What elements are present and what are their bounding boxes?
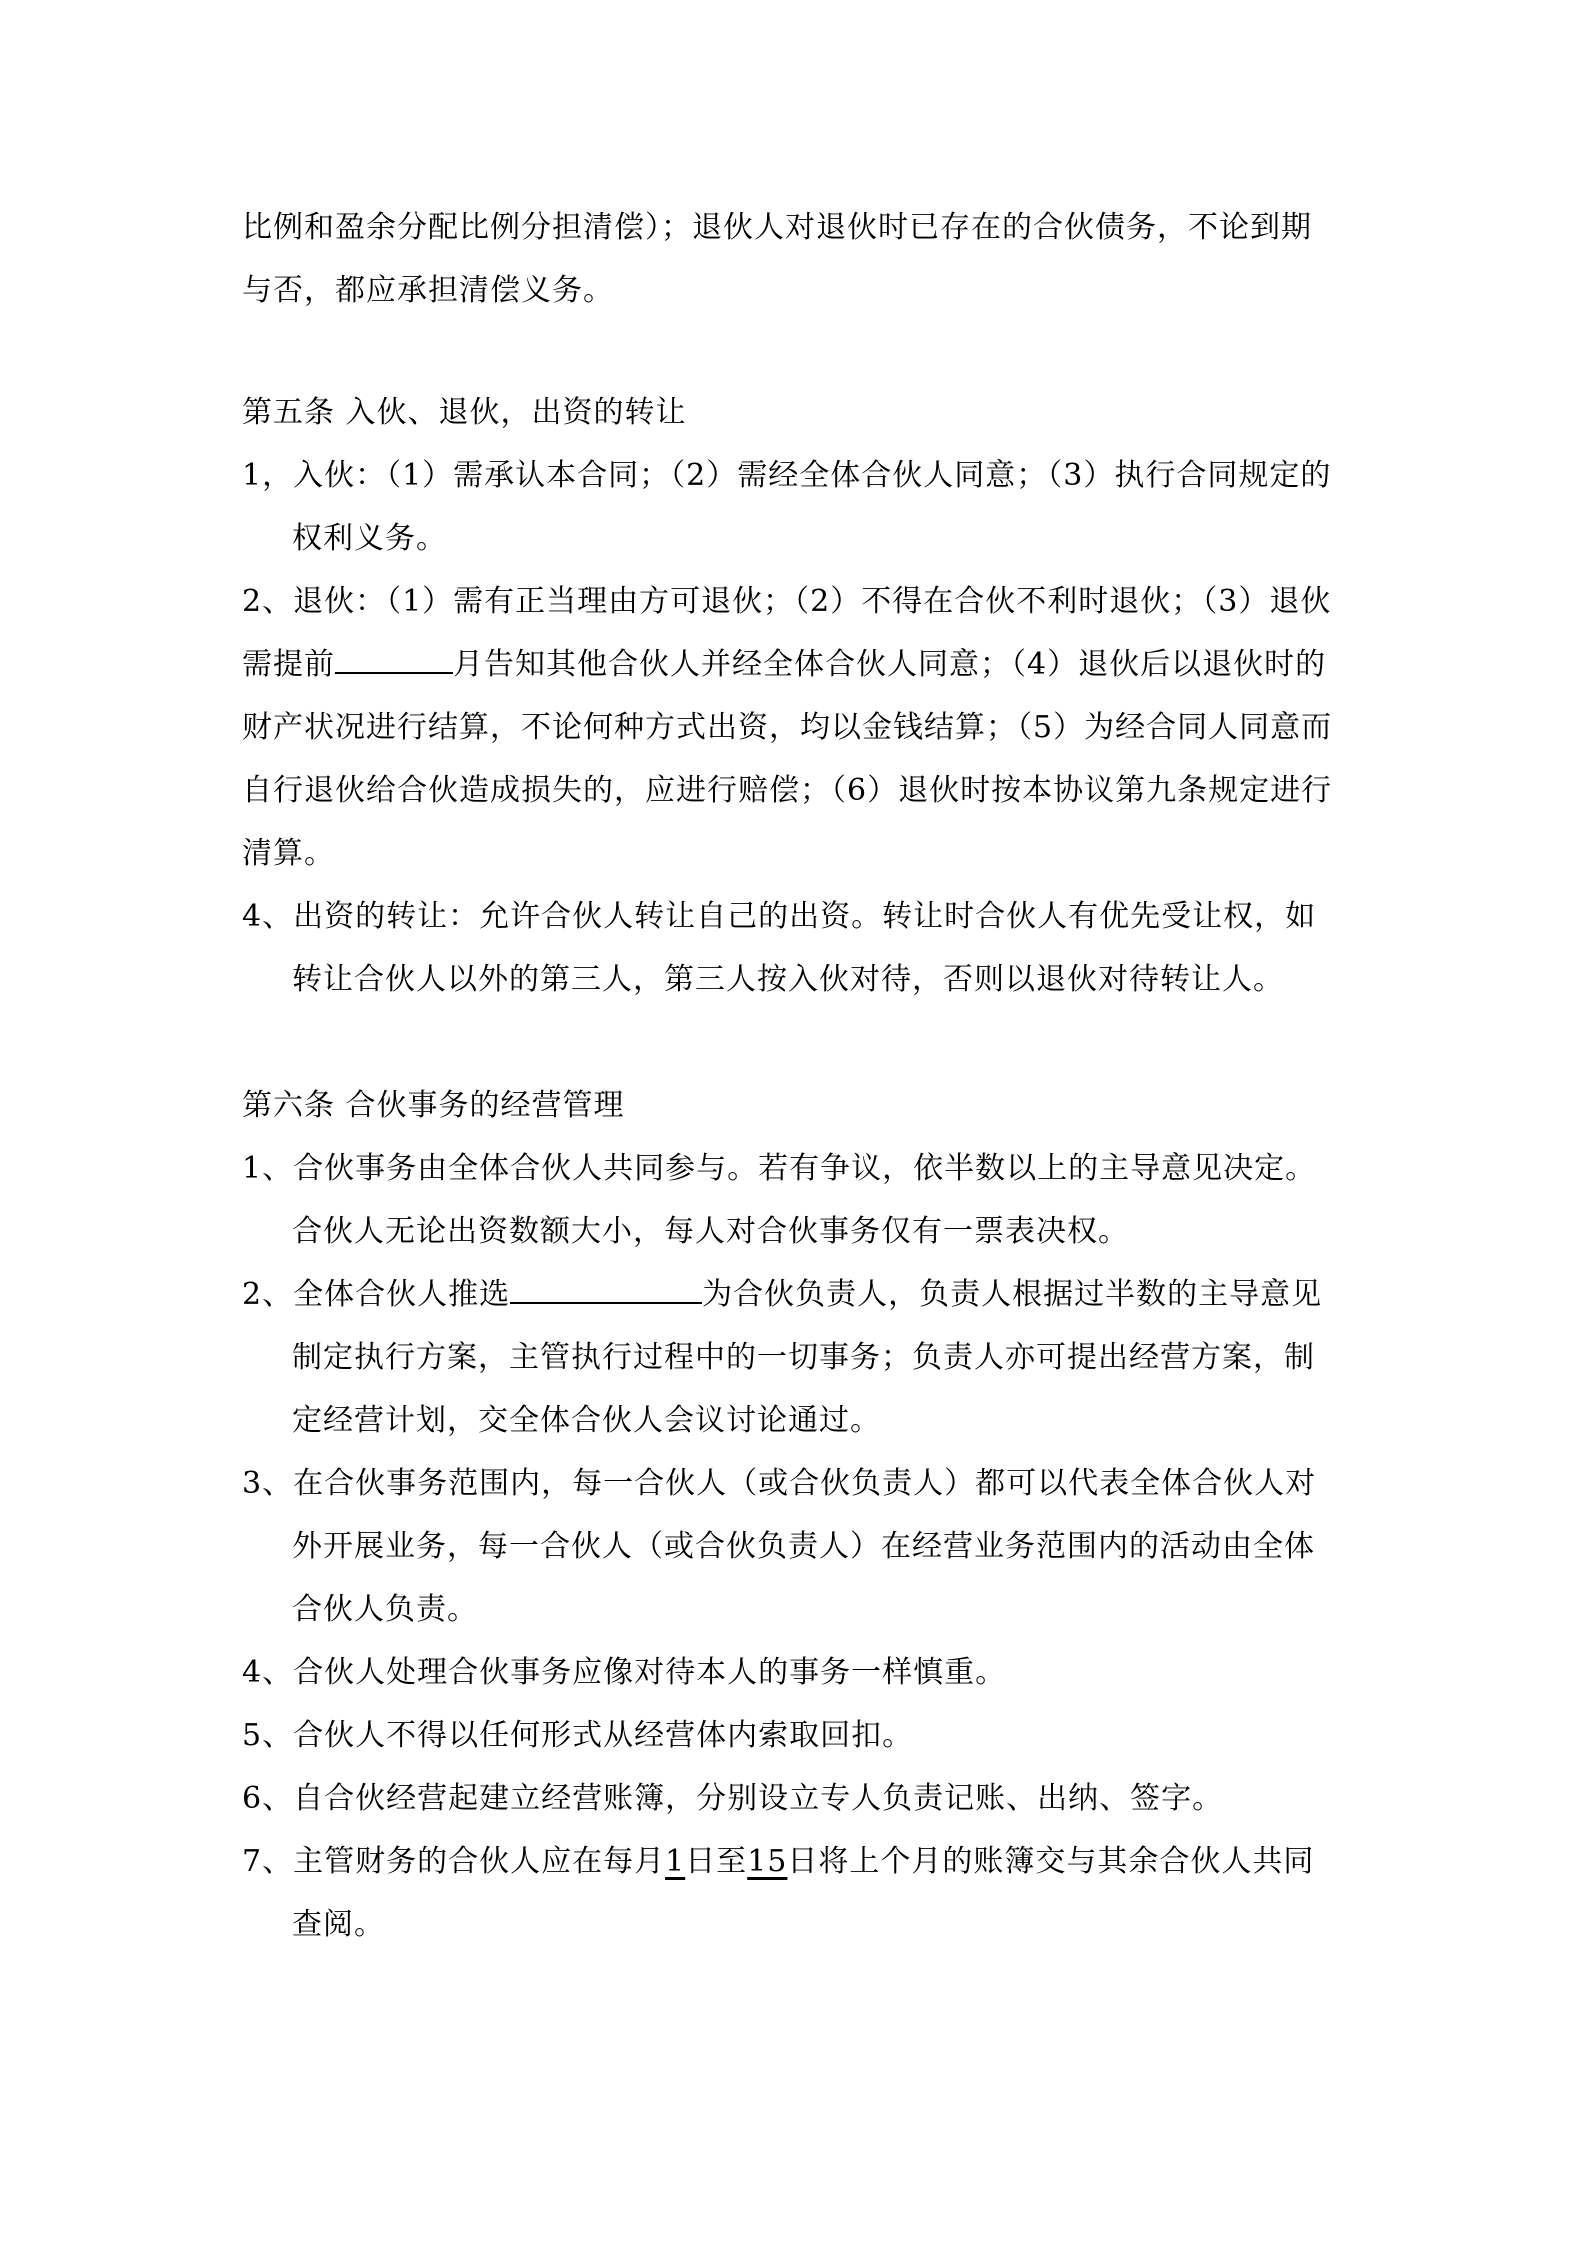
clause-text: 日至 [685, 1844, 748, 1879]
clause-text: 为合伙负责人，负责人根据过半数的主导意见 [702, 1277, 1323, 1312]
day-from-value: 1 [665, 1844, 686, 1879]
clause-line [242, 1830, 1352, 1893]
intro-paragraph [242, 196, 1352, 322]
clause-line: 1，入伙：（1）需承认本合同；（2）需经全体合伙人同意；（3）执行合同规定的 [242, 458, 1332, 493]
clause-line: 查阅。 [292, 1907, 385, 1942]
clause-line: 财产状况进行结算，不论何种方式出资，均以金钱结算；（5）为经合同人同意而 [242, 710, 1333, 745]
clause-text: 日将上个月的账簿交与其余合伙人共同 [787, 1844, 1315, 1879]
clause-line: 制定执行方案，主管执行过程中的一切事务；负责人亦可提出经营方案，制 [292, 1340, 1315, 1375]
article-heading: 第六条 合伙事务的经营管理 [242, 1088, 625, 1123]
clause-line: 4、合伙人处理合伙事务应像对待本人的事务一样慎重。 [242, 1655, 1007, 1690]
clause-line: 自行退伙给合伙造成损失的，应进行赔偿；（6）退伙时按本协议第九条规定进行 [242, 773, 1333, 808]
clause-text: 月告知其他合伙人并经全体合伙人同意；（4）退伙后以退伙时的 [453, 647, 1327, 682]
clause-line: 权利义务。 [292, 521, 447, 556]
article-heading: 第五条 入伙、退伙，出资的转让 [242, 395, 687, 430]
clause-line: 2、退伙：（1）需有正当理由方可退伙；（2）不得在合伙不利时退伙；（3）退伙 [242, 584, 1332, 619]
clause-text: 7、主管财务的合伙人应在每月 [242, 1844, 666, 1879]
clause-line: 6、自合伙经营起建立经营账簿，分别设立专人负责记账、出纳、签字。 [242, 1781, 1224, 1816]
day-to-value: 15 [747, 1844, 788, 1879]
clause-line: 外开展业务，每一合伙人（或合伙负责人）在经营业务范围内的活动由全体 [292, 1529, 1315, 1564]
clause-line: 定经营计划，交全体合伙人会议讨论通过。 [292, 1403, 881, 1438]
article-5 [242, 381, 1352, 1011]
article-6 [242, 1074, 1352, 1956]
fill-in-blank-responsible-person[interactable] [510, 1276, 702, 1304]
clause-line [242, 633, 1352, 696]
text-line: 与否，都应承担清偿义务。 [242, 273, 614, 308]
clause-text: 需提前 [242, 647, 335, 682]
clause-line: 1、合伙事务由全体合伙人共同参与。若有争议，依半数以上的主导意见决定。 [242, 1151, 1317, 1186]
clause-line: 4、出资的转让：允许合伙人转让自己的出资。转让时合伙人有优先受让权，如 [242, 899, 1317, 934]
fill-in-blank-months[interactable] [335, 646, 453, 674]
clause-line: 转让合伙人以外的第三人，第三人按入伙对待，否则以退伙对待转让人。 [292, 962, 1284, 997]
clause-line: 合伙人无论出资数额大小，每人对合伙事务仅有一票表决权。 [292, 1214, 1129, 1249]
clause-line: 合伙人负责。 [292, 1592, 478, 1627]
clause-line [242, 1263, 1352, 1326]
clause-line: 清算。 [242, 836, 335, 871]
clause-line: 5、合伙人不得以任何形式从经营体内索取回扣。 [242, 1718, 914, 1753]
clause-text: 2、全体合伙人推选 [242, 1277, 511, 1312]
text-line: 比例和盈余分配比例分担清偿）；退伙人对退伙时已存在的合伙债务，不论到期 [242, 210, 1312, 245]
clause-line: 3、在合伙事务范围内，每一合伙人（或合伙负责人）都可以代表全体合伙人对 [242, 1466, 1317, 1501]
